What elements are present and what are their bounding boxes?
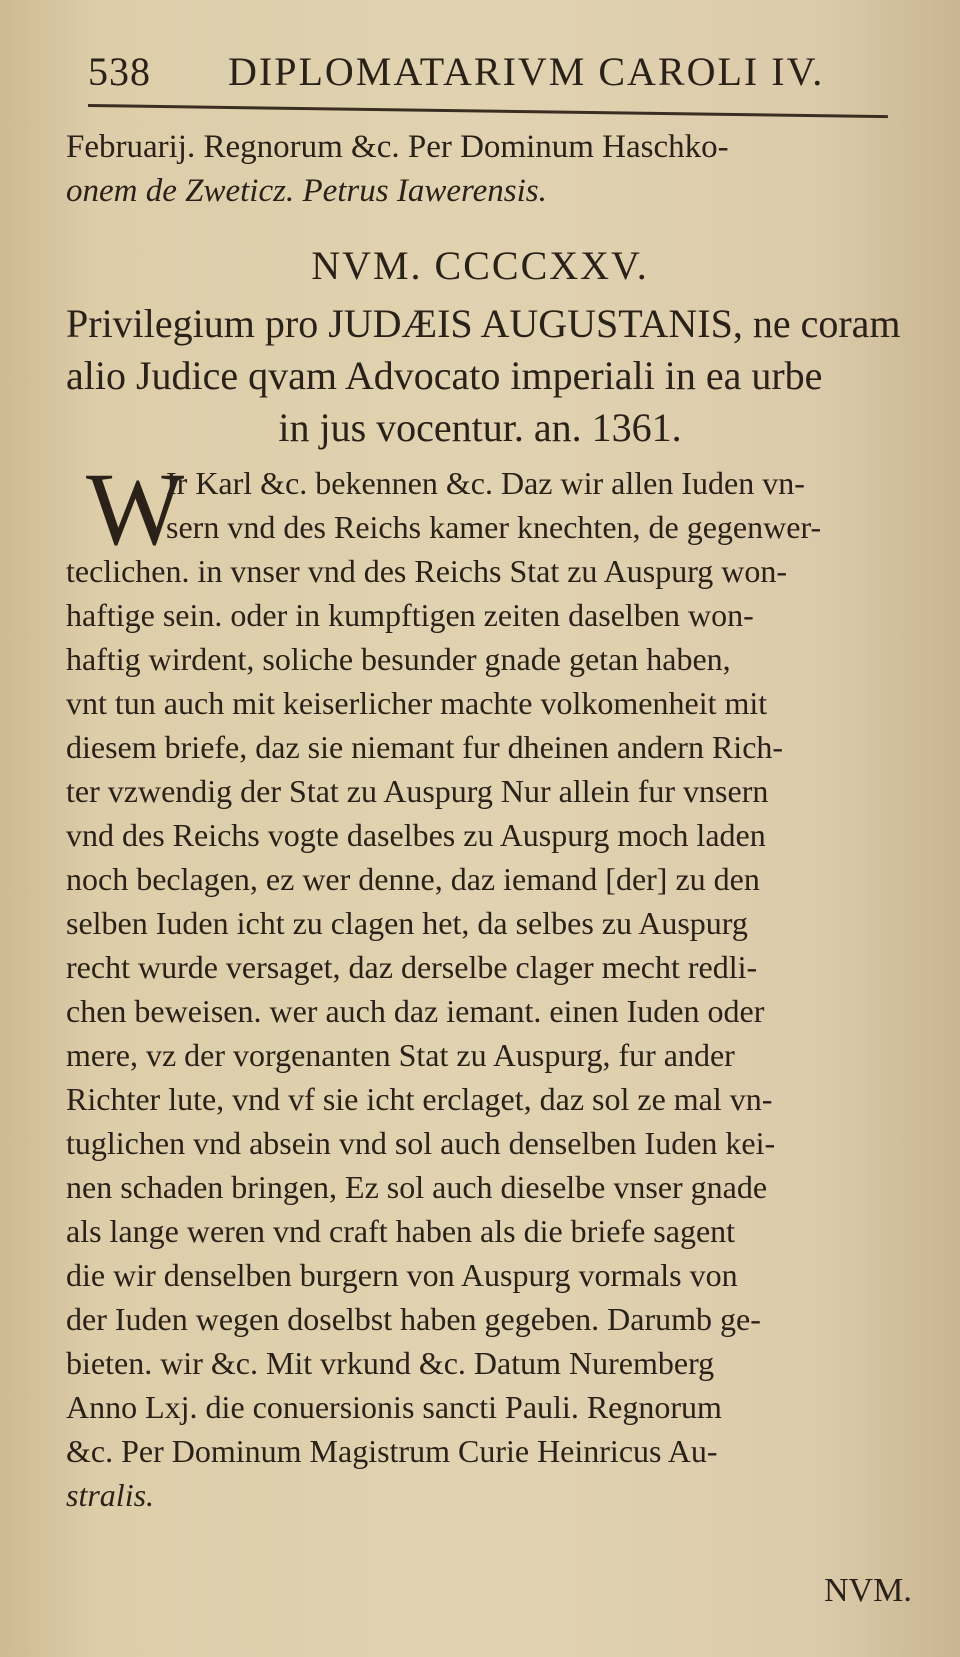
- page-number: 538: [88, 49, 151, 94]
- body-line: chen beweisen. wer auch daz iemant. einen Iuden oder: [66, 993, 765, 1029]
- body-line: nen schaden bringen, Ez sol auch dieselbe vnser gnade: [66, 1169, 768, 1205]
- document-title-line-2: alio Judice qvam Advocato imperiali in ea urbe: [66, 353, 823, 398]
- body-line: haftig wirdent, soliche besunder gnade getan haben,: [66, 641, 731, 677]
- body-line: mere, vz der vorgenanten Stat zu Auspurg, fur ander: [66, 1037, 735, 1073]
- body-line: noch beclagen, ez wer denne, daz iemand [der] zu den: [66, 861, 760, 897]
- body-line: vnt tun auch mit keiserlicher machte volkomenheit mit: [66, 685, 768, 721]
- body-line: ter vzwendig der Stat zu Auspurg Nur allein fur vnsern: [66, 773, 769, 809]
- body-line: teclichen. in vnser vnd des Reichs Stat zu Auspurg won-: [66, 553, 788, 589]
- document-number: NVM. CCCCXXV.: [311, 243, 649, 288]
- document-title-line-3: in jus vocentur. an. 1361.: [278, 405, 682, 450]
- body-line: vnd des Reichs vogte daselbes zu Auspurg moch laden: [66, 817, 766, 853]
- body-line: sern vnd des Reichs kamer knechten, de gegenwer-: [166, 509, 822, 545]
- body-line: bieten. wir &c. Mit vrkund &c. Datum Nuremberg: [66, 1345, 715, 1381]
- body-line: Richter lute, vnd vf sie icht erclaget, daz sol ze mal vn-: [66, 1081, 773, 1117]
- body-line: der Iuden wegen doselbst haben gegeben. Darumb ge-: [66, 1301, 761, 1337]
- page-header: [88, 40, 888, 106]
- preceding-line-1: Februarij. Regnorum &c. Per Dominum Haschko-: [66, 129, 729, 165]
- body-line: selben Iuden icht zu clagen het, da selbes zu Auspurg: [66, 905, 748, 941]
- running-title: DIPLOMATARIVM CAROLI IV.: [228, 49, 825, 94]
- body-line: recht wurde versaget, daz derselbe clager mecht redli-: [66, 949, 758, 985]
- body-line: diesem briefe, daz sie niemant fur dheinen andern Rich-: [66, 729, 784, 765]
- body-line: Ir Karl &c. bekennen &c. Daz wir allen Iuden vn-: [166, 465, 805, 501]
- body-line: haftige sein. oder in kumpftigen zeiten daselben won-: [66, 597, 754, 633]
- drop-cap: W: [86, 452, 185, 567]
- body-line: tuglichen vnd absein vnd sol auch denselben Iuden kei-: [66, 1125, 776, 1161]
- preceding-line-2: onem de Zweticz. Petrus Iawerensis.: [66, 173, 547, 209]
- header-rule: [88, 104, 888, 118]
- body-line: &c. Per Dominum Magistrum Curie Heinricus Au-: [66, 1433, 718, 1469]
- body-line: als lange weren vnd craft haben als die briefe sagent: [66, 1213, 736, 1249]
- body-line: die wir denselben burgern von Auspurg vormals von: [66, 1257, 738, 1293]
- document-title-line-1: Privilegium pro JUDÆIS AUGUSTANIS, ne coram: [66, 301, 901, 346]
- catchword: NVM.: [824, 1572, 912, 1609]
- body-line: stralis.: [66, 1477, 155, 1513]
- body-line: Anno Lxj. die conuersionis sancti Pauli. Regnorum: [66, 1389, 722, 1425]
